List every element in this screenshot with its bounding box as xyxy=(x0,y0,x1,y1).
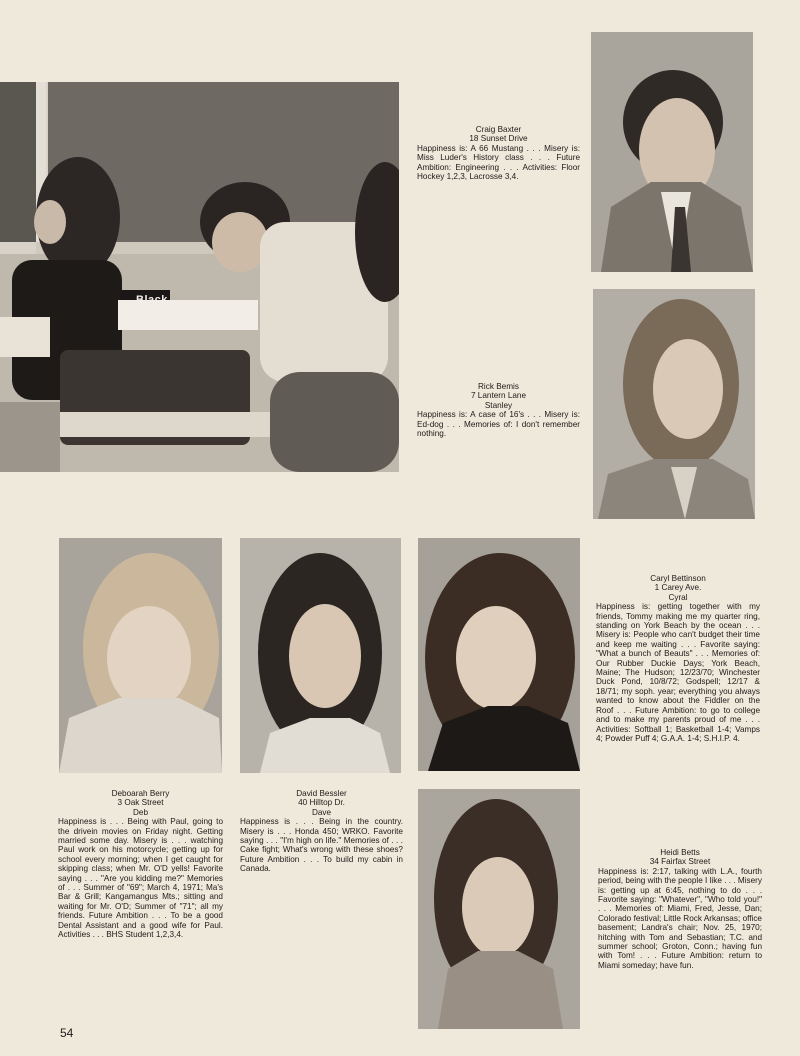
student-name: Caryl Bettinson xyxy=(650,574,706,583)
portrait-heidi-betts xyxy=(418,789,580,1029)
student-nickname: Stanley xyxy=(484,400,513,410)
bio-caryl-bettinson xyxy=(596,574,760,743)
student-bio-text: Happiness is: A 66 Mustang . . . Misery is: Miss Luder's History class . . . Future Ambition: Engineering . . . Activities: Floor Hockey 1,2,3, Lacrosse 3,4. xyxy=(417,143,580,182)
page-number: 54 xyxy=(60,1026,74,1040)
student-name: Deboarah Berry xyxy=(111,789,170,798)
portrait-graphic xyxy=(240,538,401,773)
student-nickname: Cyral xyxy=(668,592,688,602)
student-name: Craig Baxter xyxy=(475,125,522,134)
candid-classroom-photo xyxy=(0,82,399,472)
bio-rick-bemis xyxy=(417,382,580,438)
student-address: 40 Hilltop Dr. xyxy=(298,798,345,808)
student-name: Rick Bemis xyxy=(478,382,519,391)
student-nickname: Deb xyxy=(132,807,149,817)
portrait-graphic xyxy=(593,289,755,519)
student-name: Heidi Betts xyxy=(660,848,700,857)
portrait-graphic xyxy=(591,32,753,272)
student-address: 18 Sunset Drive xyxy=(469,134,528,144)
portrait-graphic xyxy=(59,538,222,773)
bio-heidi-betts xyxy=(598,848,762,970)
portrait-caryl-bettinson xyxy=(418,538,580,771)
portrait-david-bessler xyxy=(240,538,401,773)
candid-book-label: Black xyxy=(136,294,168,306)
portrait-deboarah-berry xyxy=(59,538,222,773)
student-nickname: Dave xyxy=(311,807,332,817)
portrait-graphic xyxy=(418,538,580,771)
bio-david-bessler xyxy=(240,789,403,874)
student-address: 34 Fairfax Street xyxy=(649,857,711,867)
portrait-craig-baxter xyxy=(591,32,753,272)
student-bio-text: Happiness is: A case of 16's . . . Misery is: Ed-dog . . . Memories of: I don't remember nothing. xyxy=(417,410,580,439)
classroom-scene-graphic xyxy=(0,82,399,472)
student-address: 7 Lantern Lane xyxy=(470,391,527,401)
student-bio-text: Happiness is: getting together with my friends, Tommy making me my quarter ring, standing on York Beach by the ocean . . . Misery is: People who can't budget their time and keep me waiting . . . Favorite saying: "What a bunch of Beauts" . . . Memories of: Our Rubber Duckie Days; York Beach, Maine; The Hudson; 12/23/70; Winchester Duck Pond, 10/8/72; Godspell; 12/17 & 18/71; my soph. year; everything you always wanted to know about the Fiddler on the Roof . . . Future Ambition: to go to college and to make my parents proud of me . . . Activities: Softball 1; Basketball 1-4; Vamps 4; Powder Puff 4; G.A.A. 1-4; S.H.I.P. 4. xyxy=(596,602,760,743)
bio-craig-baxter xyxy=(417,125,580,181)
student-name: David Bessler xyxy=(296,789,347,798)
student-address: 1 Carey Ave. xyxy=(654,583,702,593)
student-address: 3 Oak Street xyxy=(117,798,164,808)
portrait-rick-bemis xyxy=(593,289,755,519)
student-bio-text: Happiness is . . . Being with Paul, going to the drivein movies on Friday night. Getting married some day. Misery is . . . watching Paul work on his motorcycle; getting up for school every morning; when I get caught for skipping class; when Mr. O'D yells! Favorite saying . . . "Are you kidding me?" Memories of . . . Summer of "69"; March 4, 1971; Ma's Bar & Grill; Kangamangus Mts.; sitting and waiting for Mr. O'D; Summer of "71"; all my friends. Future Ambition . . . To be a good Dental Assistant and a good wife for Paul. Activities . . . BHS Student 1,2,3,4. xyxy=(58,817,223,940)
student-bio-text: Happiness is: 2:17, talking with L.A., fourth period, being with the people I like . . . Misery is: getting up at 6:45, nothing to do . . . Favorite saying: "Whatever", "Who told you!" . . . Memories of: Miami, Fred, Jesse, Dan; Colorado festival; Little Rock Arkansas; office basement; Landra's chair; Nov. 25, 1970; hitching with Tom and Sebastian; T.C. and summer school; Groton, Conn.; having fun with Tom! . . . Future Ambition: return to Miami someday; have fun. xyxy=(598,866,762,970)
portrait-graphic xyxy=(418,789,580,1029)
bio-deboarah-berry xyxy=(58,789,223,940)
student-bio-text: Happiness is . . . Being in the country. Misery is . . . Honda 450; WRKO. Favorite saying . . . "I'm high on life." Memories of . . . Cake fight; What's wrong with these shoes? Future Ambition . . . To build my cabin in Canada. xyxy=(240,817,403,874)
